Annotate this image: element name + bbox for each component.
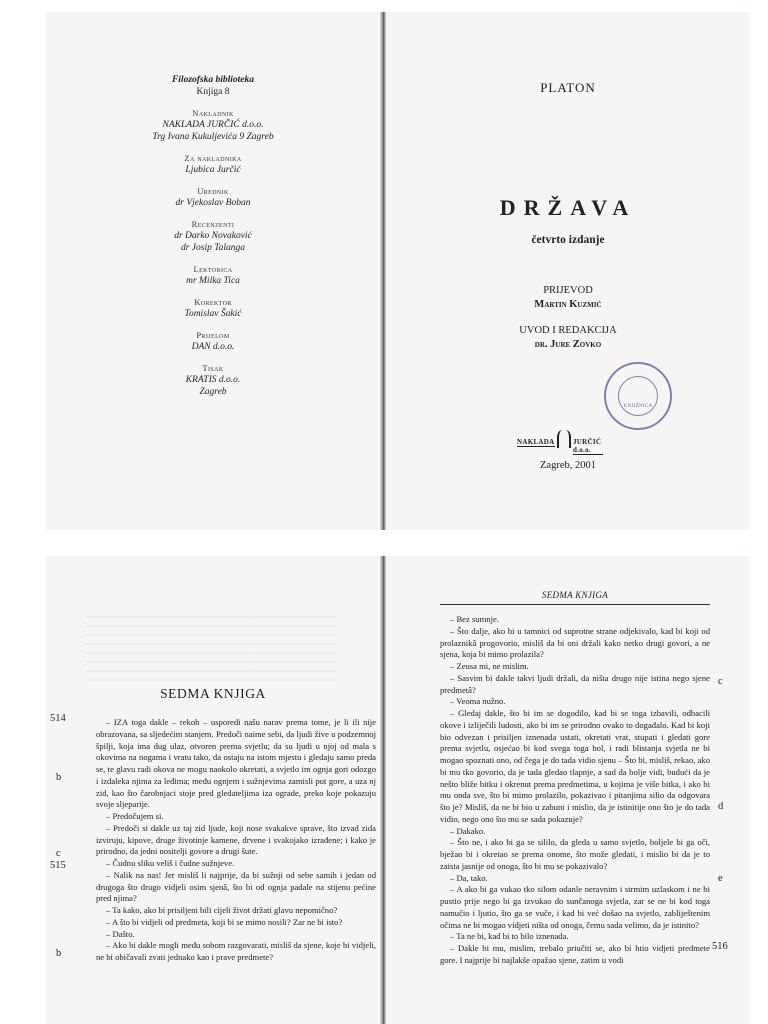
margin-letter: c <box>56 848 61 859</box>
book-title: DRŽAVA <box>499 195 637 220</box>
reviewer-1: dr Darko Novaković <box>174 231 252 241</box>
margin-letter: e <box>718 873 723 884</box>
intro-label: UVOD I REDAKCIJA <box>519 325 617 336</box>
edition-label: četvrto izdanje <box>531 234 605 246</box>
imprint-page <box>46 12 380 530</box>
reviewer-2: dr Josip Talanga <box>180 243 246 253</box>
paragraph: – IZA toga dakle – rekoh – usporedi našu narav prema tome, je li ili nije obrazovana, sa sljedećim stanjem. Predoči naime sebi, da ljudi žive u podzemnoj špilji, koja ima dug ulaz, otvoren prema svjetlu; da su ljudi u njoj od mala s okovima na nogama i vratu tako, da ostaju na istom mjestu i gledaju samo preda se, te glavu radi okova ne mogu naokolo okretati, a svjetlo im ognja gori odozgo i izdaleka njima za leđima; među ognjem i sužnjevima zamisli put gore, a uza nj zid, kao što čarobnjaci stoje pred gledateljima iza ograde, preko koje pokazuju svoje sljeparije. <box>96 717 376 810</box>
stamp-text: KNJIŽNICA <box>623 404 653 409</box>
place-year: Zagreb, 2001 <box>540 460 596 471</box>
intro-editor-name: dr. Jure Zovko <box>534 339 602 350</box>
logo-right-text: JURČIĆ d.o.o. <box>573 438 602 454</box>
text-page <box>386 556 750 1024</box>
paragraph: – A što bi vidjeli od predmeta, koji bi se mimo nosili? Zar ne bi isto? <box>106 916 343 927</box>
margin-letter: d <box>718 801 724 812</box>
layout-label: Prijelom <box>196 330 230 340</box>
paragraph: – Zeusa mi, ne mislim. <box>450 661 529 671</box>
margin-number: 515 <box>50 860 66 871</box>
publisher-label: Nakladnik <box>192 108 234 118</box>
series-name: Filozofska biblioteka <box>171 75 255 85</box>
paragraph: – Dakako. <box>450 825 486 836</box>
translator-name: Martin Kuzmić <box>534 299 602 310</box>
editor-name: dr Vjekoslav Boban <box>175 198 251 208</box>
paragraph: – Nalik na nas! Jer misliš li najprije, da bi sužnji od sebe samih i jedan od drugoga što drugo vidjeli osim sjenâ, što bi od ognja padale na stijenu pećine pred njima? <box>96 869 376 904</box>
paragraph: – Gledaj dakle, što bi im se dogodilo, kad bi se toga izbavili, odbacili okove i izliječili ludosti, ako bi im se prirodno ovako to događalo. Kad bi koji bio odvezan i prisiljen iznenada ustati, okretati vrat, stupati i gledati gore prema svjetlu, osjećao bi kod svega toga bol, i radi blistanja svjetla ne bi mogao spoznati ono, od čega je do tada vidio sjenu – Što bi, misliš, rekao, ako bi mu tko govorio, da je tada gledao tlapnje, a sad da bolje vidi, budući da je nešto bliže bitku i okrenut prema predmetima, u kojima je više bitka, i ako bi mu onda sve, što bi mimo prolazilo, pokazivao i pitanjima silio da odgovara što je? Misliš, da ne bi bio u zabuni i mislio, da je istinitije ono što je do tada vidio, nego ono što mu se sada pokazuje? <box>440 708 710 824</box>
paragraph: – Sasvim bi dakle takvi ljudi držali, da ništa drugo nije istina nego sjene predmetâ? <box>440 672 710 695</box>
layout-name: DAN d.o.o. <box>191 342 235 352</box>
for-publisher-label: Za nakladnika <box>184 153 242 163</box>
imprint-block <box>46 74 380 398</box>
chapter-page <box>46 556 380 1024</box>
paragraph: – Predoči si dakle uz taj zid ljude, koji nose svakakve sprave, što izvad zida izviruju, kipove, druge životinje kamene, drvene i svakojako izrađene; i kako je prirodno, da jedni nositelji govore a drugi šute. <box>96 822 376 857</box>
paragraph: – Dakle bi mu, mislim, trebalo priučiti se, ako bi htio vidjeti predmete gore. I najprije bi najlakše opažao sjene, zatim u vodi <box>440 943 710 965</box>
paragraph: – Dašto. <box>106 928 135 939</box>
logo-box <box>517 430 603 452</box>
margin-letter: b <box>56 772 62 783</box>
paragraph: – A ako bi ga vukao tko silom odanle neravnim i strmim uzlaskom i ne bi pustio prije nego bi ga izvukao do sunčanoga svjetla, zar se ne bi kod toga namučio i ljutio, što ga se vuče, i kad bi već došao na svjetlo, zabliještenim očima ne bi mogao vidjeti ništa od onoga, čemu sada velimo, da je istinito? <box>440 884 710 930</box>
library-stamp <box>604 362 672 430</box>
stamp-inner-ring <box>618 376 658 416</box>
margin-number: 514 <box>50 713 66 724</box>
publisher-address: Trg Ivana Kukuljevića 9 Zagreb <box>152 132 274 142</box>
logo-flower-icon <box>557 430 571 448</box>
title-page <box>386 12 750 530</box>
proofreader-name: Tomislav Šakić <box>184 309 242 319</box>
margin-letter: c <box>718 676 723 687</box>
running-head: SEDMA KNJIGA <box>440 590 710 605</box>
printer-name: KRATIS d.o.o. <box>185 375 241 385</box>
for-publisher-name: Ljubica Jurčić <box>185 165 241 175</box>
paragraph: – Ta kako, ako bi prisiljeni bili cijeli život držati glavu nepomično? <box>106 905 338 915</box>
paragraph: – Što ne, i ako bi ga se sililo, da gleda u samo svjetlo, boljele bi ga oči, bježao bi i okretao se prema onome, što može gledati, i mislio bi da je to zaista jasnije od onoga, što bi mu se pokazivalo? <box>440 837 710 871</box>
reviewers-label: Recenzenti <box>191 219 235 229</box>
chapter-title: SEDMA KNJIGA <box>160 686 266 701</box>
proofreader-label: Korektor <box>194 297 232 307</box>
margin-number: 516 <box>712 941 728 952</box>
top-spread <box>46 12 750 530</box>
print-label: Tisak <box>202 363 224 373</box>
logo-left-text: NAKLADA <box>517 438 555 446</box>
lector-label: Lektorica <box>193 264 233 274</box>
paragraph: – Veoma nužno. <box>450 696 506 707</box>
volume-number: Knjiga 8 <box>196 87 230 97</box>
margin-letter: b <box>56 948 62 959</box>
bottom-spread <box>46 556 750 1024</box>
lector-name: mr Milka Tica <box>186 276 240 286</box>
author-name: PLATON <box>540 80 596 95</box>
right-body-text <box>440 614 710 967</box>
paragraph: – Čudnu sliku veliš i čudne sužnjeve. <box>106 858 235 868</box>
publisher-logo <box>386 430 750 454</box>
bleed-through-shadow <box>86 616 336 686</box>
left-body-text <box>96 717 376 964</box>
paragraph: – Da, tako. <box>450 872 488 883</box>
paragraph: – Bez sumnje. <box>450 614 499 624</box>
paragraph: – Što dalje, ako bi u tamnici od suprotne strane odjekivalo, kad bi koji od prolaznikâ progovorio, misliš da bi oni držali kako netko drugi govori, a ne sjena, koja bi mimo prolazila? <box>440 625 710 660</box>
paragraph: – Predočujem si. <box>106 811 164 821</box>
print-city: Zagreb <box>199 387 227 397</box>
paragraph: – Ako bi dakle mogli među sobom razgovarati, misliš da sjene, koje bi vidjeli, ne bi običavali zvati jednako kao i prave predmete? <box>96 940 376 962</box>
translation-label: PRIJEVOD <box>543 285 593 296</box>
credits-block <box>386 284 750 352</box>
paragraph: – Ta ne bi, kad bi to bilo iznenada. <box>450 931 569 942</box>
editor-label: Urednik <box>197 186 229 196</box>
publisher-name: NAKLADA JURČIĆ d.o.o. <box>162 120 264 130</box>
